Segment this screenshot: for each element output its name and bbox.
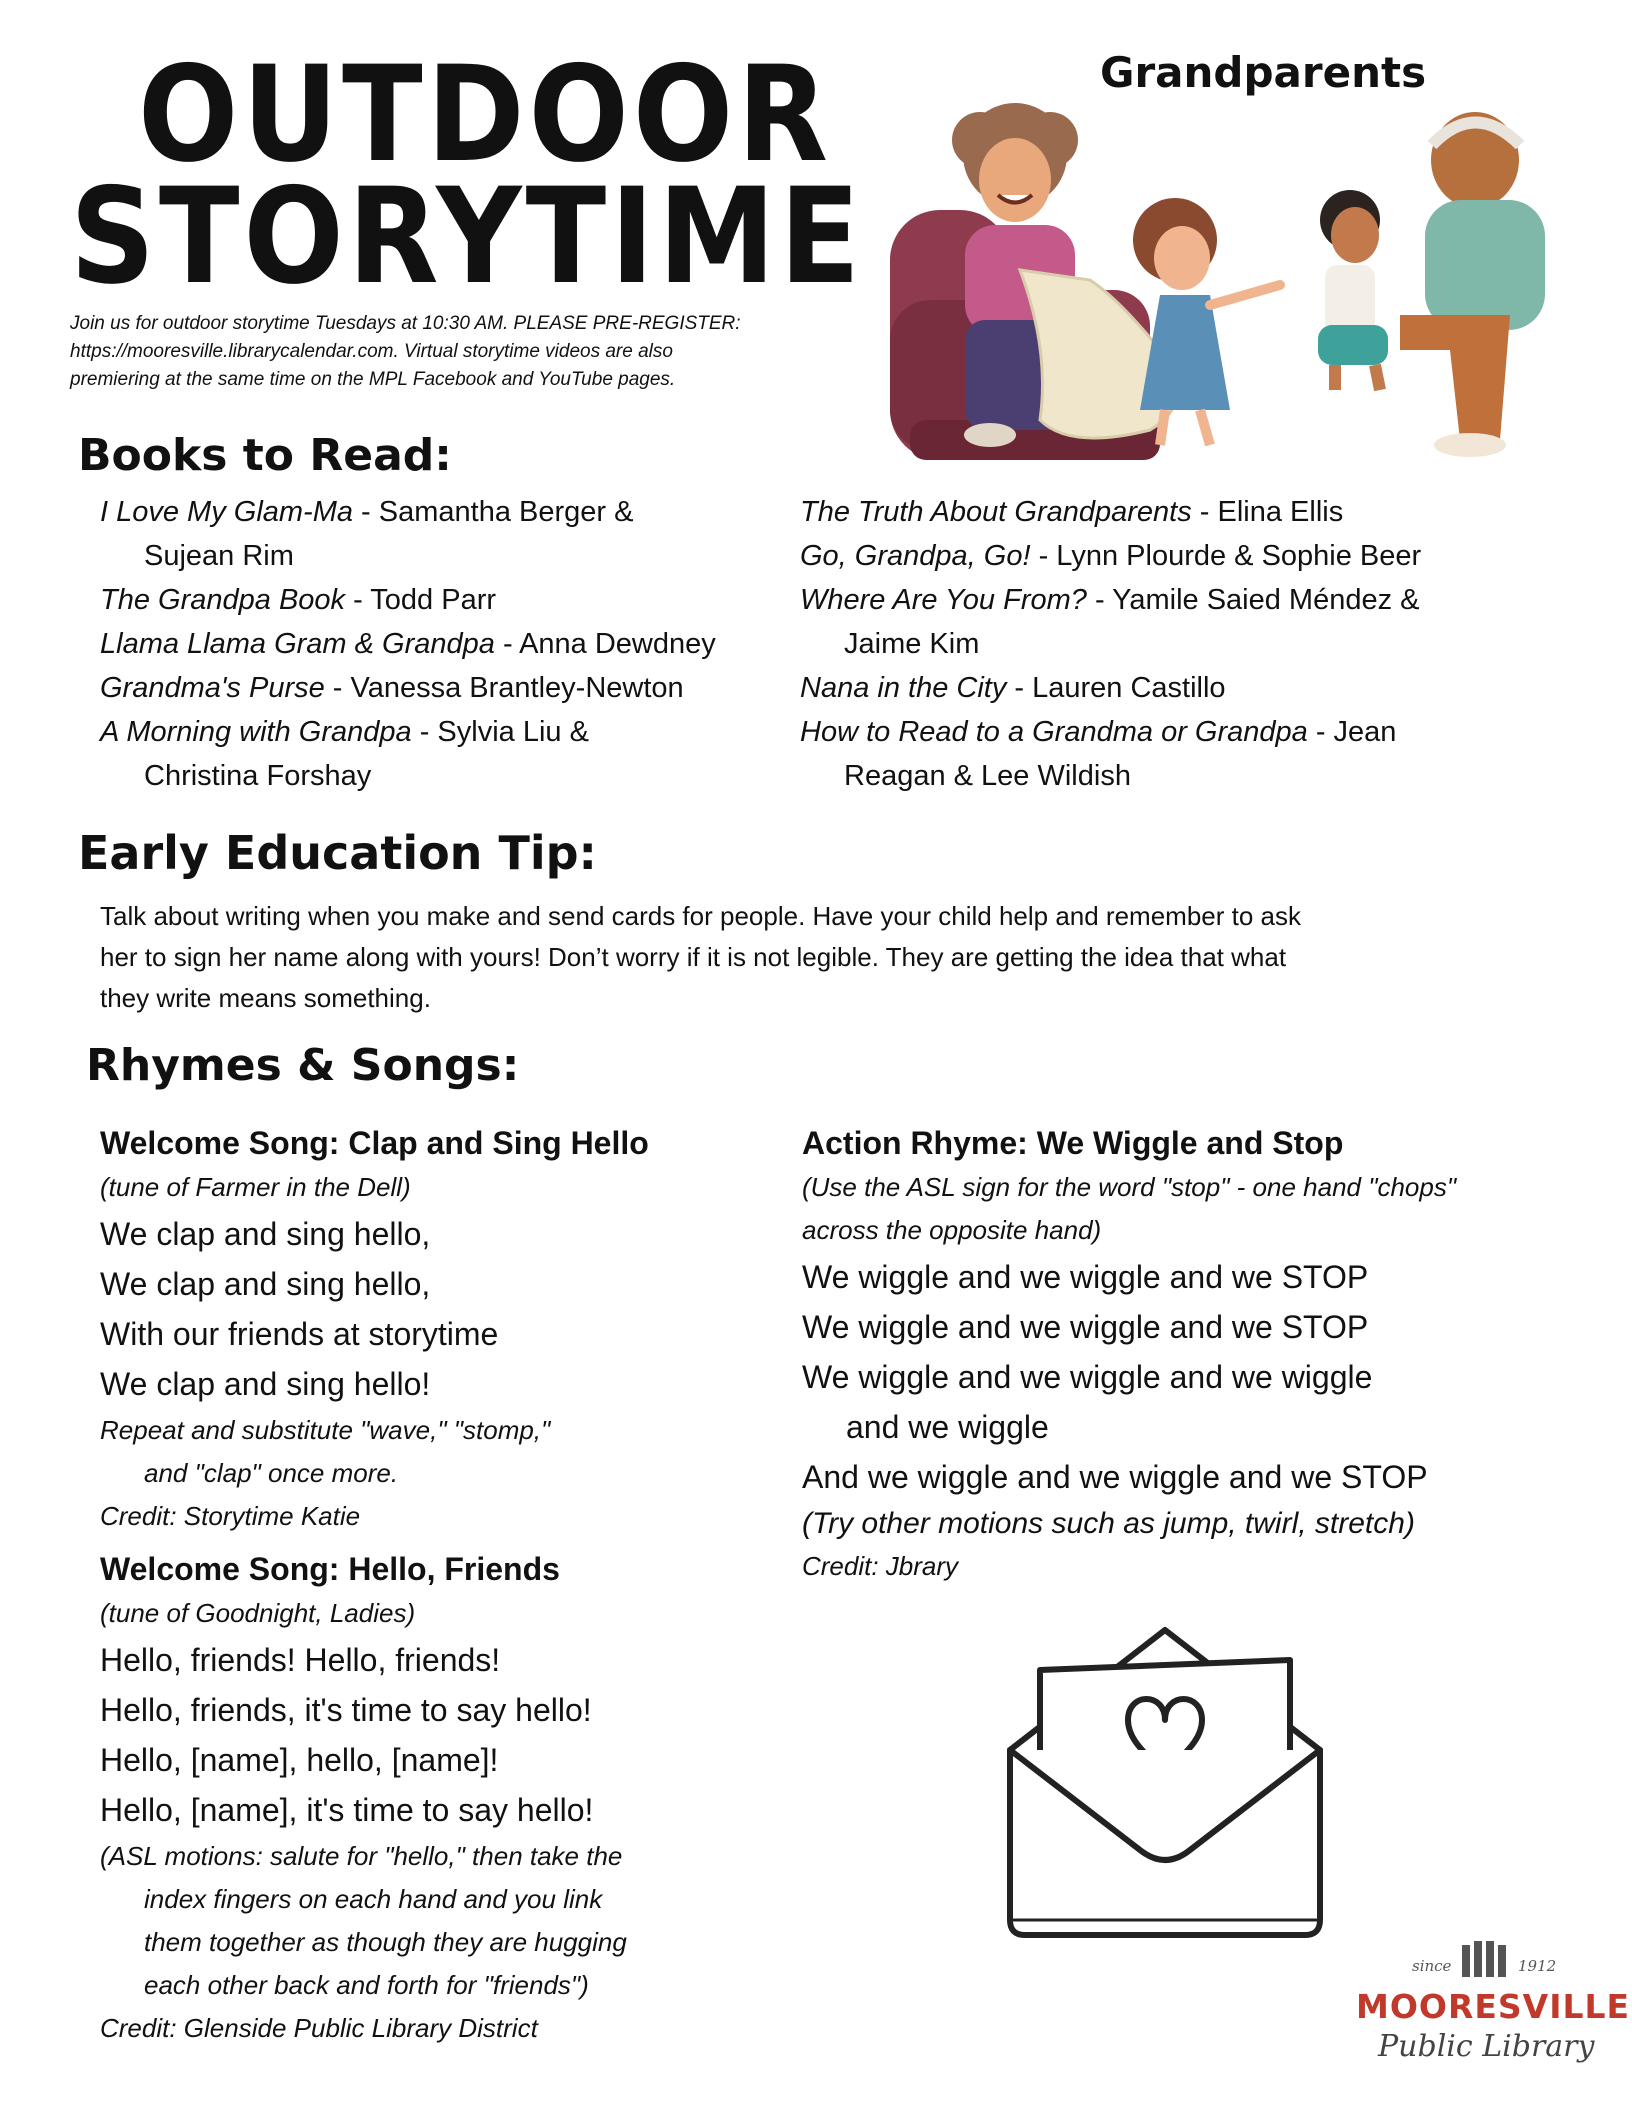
book-title: How to Read to a Grandma or Grandpa [800, 716, 1308, 748]
tip-line: Talk about writing when you make and send cards for people. Have your child help and remember to ask [100, 901, 1301, 931]
book-author: - Yamile Saied Méndez & [1086, 584, 1420, 616]
book-author: - Todd Parr [345, 584, 497, 616]
title-line-1: OUTDOOR [138, 36, 833, 192]
song-line: We clap and sing hello, [100, 1216, 431, 1252]
grandpa-figure [1400, 112, 1545, 457]
song-line: We wiggle and we wiggle and we wiggle [802, 1359, 1373, 1395]
song-asl-note: (ASL motions: salute for "hello," then take the [100, 1841, 623, 1871]
books-heading: Books to Read: [78, 430, 452, 481]
book-entry [100, 710, 800, 754]
book-author-cont: Jaime Kim [844, 628, 980, 660]
song-title: Welcome Song: Hello, Friends [100, 1551, 560, 1587]
song-note: across the opposite hand) [802, 1215, 1102, 1245]
intro-line: Join us for outdoor storytime Tuesdays at 10:30 AM. PLEASE PRE-REGISTER: [70, 313, 741, 334]
song-asl-note: them together as though they are hugging [144, 1927, 627, 1957]
book-title: The Grandpa Book [100, 584, 346, 616]
song-line: Hello, friends, it's time to say hello! [100, 1692, 592, 1728]
girl-figure [1133, 198, 1280, 445]
book-author-cont: Sujean Rim [144, 540, 294, 572]
book-entry [100, 490, 800, 534]
book-author: - Sylvia Liu & [411, 716, 589, 748]
logo-name: MOORESVILLE [1356, 1987, 1631, 2026]
book-author: - Elina Ellis [1191, 496, 1344, 528]
logo-since: since [1412, 1957, 1452, 1975]
book-author-cont: Christina Forshay [144, 760, 372, 792]
book-entry [800, 578, 1590, 622]
song-note: and "clap" once more. [144, 1458, 399, 1488]
intro-line: premiering at the same time on the MPL Facebook and YouTube pages. [70, 369, 676, 390]
song-tune: (tune of Goodnight, Ladies) [100, 1598, 416, 1628]
song-title: Welcome Song: Clap and Sing Hello [100, 1125, 649, 1161]
book-title: Where Are You From? [800, 584, 1087, 616]
library-logo [1350, 1935, 1631, 2085]
song-tune: (tune of Farmer in the Dell) [100, 1172, 411, 1202]
song-line: Hello, [name], it's time to say hello! [100, 1792, 594, 1828]
book-entry [100, 666, 800, 710]
book-author-cont: Reagan & Lee Wildish [844, 760, 1131, 792]
intro-text [70, 310, 850, 394]
books-left-column [100, 490, 800, 798]
book-entry [800, 710, 1590, 754]
grandparents-illustration [870, 100, 1590, 480]
books-right-column [800, 490, 1590, 798]
intro-line: https://mooresville.librarycalendar.com. Virtual storytime videos are also [70, 341, 673, 362]
song-note: Repeat and substitute "wave," "stomp," [100, 1415, 551, 1445]
song-line: With our friends at storytime [100, 1316, 499, 1352]
song-asl-note: index fingers on each hand and you link [144, 1884, 603, 1914]
song-line: Hello, friends! Hello, friends! [100, 1642, 501, 1678]
song-note: (Try other motions such as jump, twirl, stretch) [802, 1507, 1415, 1540]
song-line: We wiggle and we wiggle and we STOP [802, 1259, 1369, 1295]
rhymes-right-column [802, 1120, 1602, 1588]
song-line: We clap and sing hello, [100, 1266, 431, 1302]
logo-year: 1912 [1518, 1957, 1557, 1975]
song-title: Action Rhyme: We Wiggle and Stop [802, 1125, 1344, 1161]
song-line: and we wiggle [846, 1409, 1049, 1445]
theme-title: Grandparents [1100, 48, 1427, 97]
book-author: - Anna Dewdney [494, 628, 716, 660]
song-credit: Credit: Glenside Public Library District [100, 2013, 538, 2043]
rhymes-heading: Rhymes & Songs: [86, 1040, 520, 1091]
book-title: Llama Llama Gram & Grandpa [100, 628, 495, 660]
book-entry [100, 578, 800, 622]
song-credit: Credit: Storytime Katie [100, 1501, 361, 1531]
song-line: And we wiggle and we wiggle and we STOP [802, 1459, 1428, 1495]
rhymes-left-column [100, 1120, 790, 2050]
song-line: We wiggle and we wiggle and we STOP [802, 1309, 1369, 1345]
book-entry [100, 622, 800, 666]
book-author: - Lynn Plourde & Sophie Beer [1030, 540, 1422, 572]
boy-figure [1318, 190, 1388, 390]
book-author: - Lauren Castillo [1006, 672, 1226, 704]
tip-text [100, 896, 1560, 1019]
book-author: - Samantha Berger & [353, 496, 634, 528]
book-title: The Truth About Grandparents [800, 496, 1192, 528]
tip-line: her to sign her name along with yours! Don’t worry if it is not legible. They are getting the idea that what [100, 942, 1287, 972]
envelope-heart-icon [1000, 1620, 1330, 1950]
book-entry [800, 534, 1590, 578]
book-title: Nana in the City [800, 672, 1007, 704]
tip-line: they write means something. [100, 983, 431, 1013]
title-line-2: STORYTIME [70, 158, 865, 314]
logo-subtitle: Public Library [1378, 2029, 1595, 2064]
book-title: I Love My Glam-Ma [100, 496, 353, 528]
book-entry [800, 666, 1590, 710]
song-note: (Use the ASL sign for the word "stop" - one hand "chops" [802, 1172, 1457, 1202]
book-title: Grandma's Purse [100, 672, 325, 704]
book-author: - Vanessa Brantley-Newton [324, 672, 684, 704]
song-credit: Credit: Jbrary [802, 1551, 959, 1581]
book-entry [800, 490, 1590, 534]
library-building-icon [1460, 1939, 1508, 1979]
song-line: We clap and sing hello! [100, 1366, 431, 1402]
book-title: Go, Grandpa, Go! [800, 540, 1031, 572]
song-line: Hello, [name], hello, [name]! [100, 1742, 499, 1778]
book-title: A Morning with Grandpa [100, 716, 412, 748]
song-asl-note: each other back and forth for "friends") [144, 1970, 589, 2000]
tip-heading: Early Education Tip: [78, 826, 597, 880]
book-author: - Jean [1307, 716, 1397, 748]
